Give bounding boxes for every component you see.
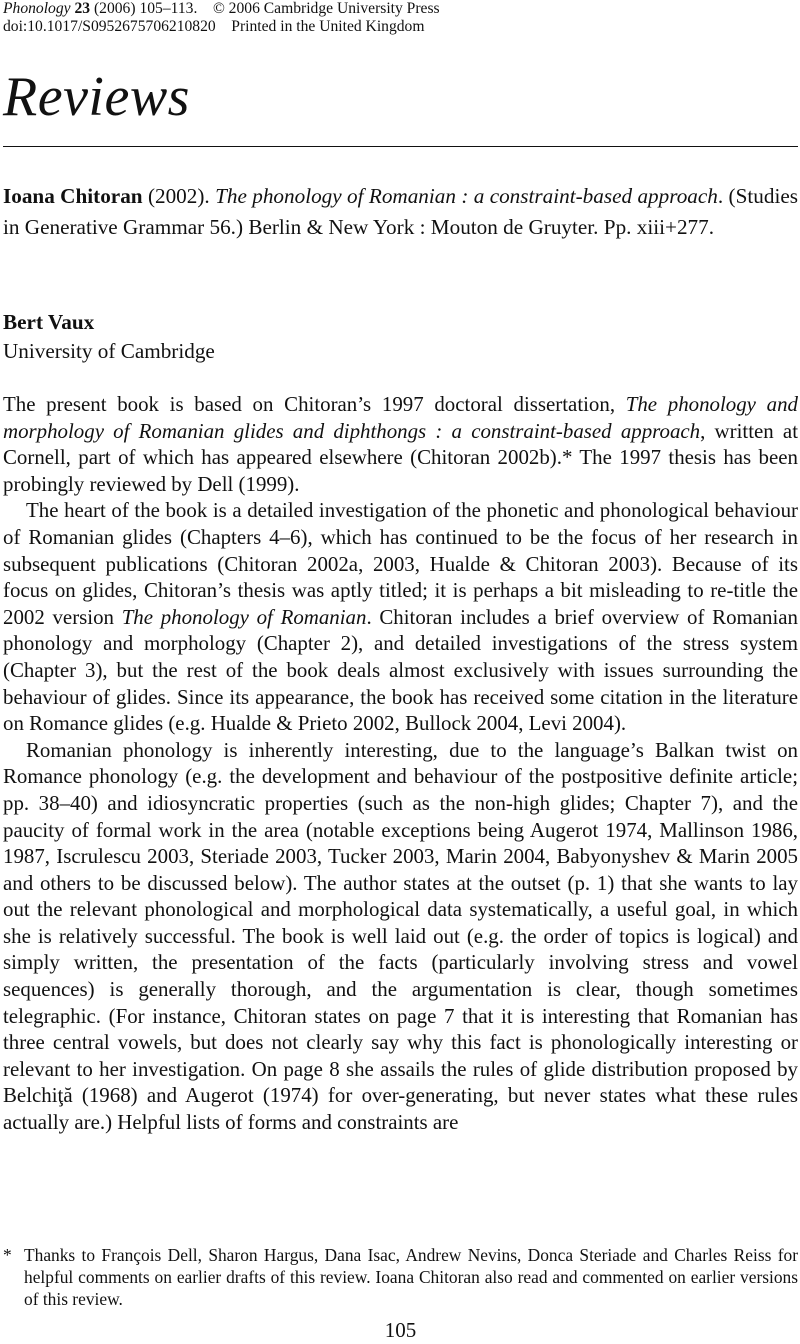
journal-year-pages: (2006) 105–113. xyxy=(93,0,198,17)
thesis-title: The phonology and morphology of Romanian glides and diphthongs : a constraint-based approach xyxy=(3,392,798,443)
header-rule xyxy=(3,146,798,147)
header-line-2 xyxy=(3,18,440,36)
journal-volume: 23 xyxy=(74,0,91,17)
section-title: Reviews xyxy=(3,66,190,128)
paragraph-1-text-b: , written at Cornell, part of which has appeared elsewhere (Chitoran 2002b).* The 1997 thesis has been probingly reviewed by Dell (1999). xyxy=(3,418,798,496)
reviewer-affiliation: University of Cambridge xyxy=(3,339,215,363)
journal-page xyxy=(3,0,798,1344)
copyright-notice: © 2006 Cambridge University Press xyxy=(212,0,440,17)
paragraph-3: Romanian phonology is inherently interesting, due to the language’s Balkan twist on Romance phonology (e.g. the development and behaviour of the postpositive definite article; pp. 38–40) and idiosyncratic properties (such as the non-high glides; Chapter 7), and the paucity of formal work in the area (notable exceptions being Augerot 1974, Mallinson 1986, 1987, Iscrulescu 2003, Steriade 2003, Tucker 2003, Marin 2004, Babyonyshev & Marin 2005 and others to be discussed below). The author states at the outset (p. 1) that she wants to lay out the relevant phonological and morphological data systematically, a useful goal, in which she is relatively successful. The book is well laid out (e.g. the order of topics is logical) and simply written, the presentation of the facts (particularly involving stress and vowel sequences) is generally thorough, and the argumentation is clear, though sometimes telegraphic. (For instance, Chitoran states on page 7 that it is interesting that Romanian has three central vowels, but does not clearly say why this fact is phonologically interesting or relevant to her investigation. On page 8 she assails the rules of glide distribution proposed by Belchiţă (1968) and Augerot (1974) for over-generating, but never states what these rules actually are.) Helpful lists of forms and constraints are xyxy=(3,737,798,1135)
reviewer-name: Bert Vaux xyxy=(3,310,95,334)
paragraph-1 xyxy=(3,391,798,497)
book-year: (2002). xyxy=(147,184,210,208)
header-line-1 xyxy=(3,0,440,18)
page-number: 105 xyxy=(384,1318,417,1342)
paragraph-2-text-b: . Chitoran includes a brief overview of Romanian phonology and morphology (Chapter 2), and detailed investigations of the stress system (Chapter 3), but the rest of the book deals almost exclusively with issues surrounding the behaviour of glides. Since its appearance, the book has received some citation in the literature on Romance glides (e.g. Hualde & Prieto 2002, Bullock 2004, Levi 2004). xyxy=(3,604,799,736)
book-series: . (Studies in Generative Grammar 56.) Berlin & New York : Mouton de Gruyter. Pp. xiii+277. xyxy=(3,184,798,239)
paragraph-2-text-a: The heart of the book is a detailed investigation of the phonetic and phonological behaviour of Romanian glides (Chapters 4–6), which has continued to be the focus of her research in subsequent publications (Chitoran 2002a, 2003, Hualde & Chitoran 2003). Because of its focus on glides, Chitoran’s thesis was aptly titled; it is perhaps a bit misleading to re-title the 2002 version xyxy=(3,498,798,629)
book-title-mention: The phonology of Romanian xyxy=(121,604,367,629)
book-title: The phonology of Romanian : a constraint-based approach xyxy=(215,184,718,208)
journal-name: Phonology xyxy=(3,0,71,17)
running-header xyxy=(3,0,440,36)
paragraph-2 xyxy=(3,497,798,736)
footnote-text: Thanks to François Dell, Sharon Hargus, Dana Isac, Andrew Nevins, Donca Steriade and Charles Reiss for helpful comments on earlier drafts of this review. Ioana Chitoran also read and commented on earlier versions of this review. xyxy=(24,1245,798,1309)
reviewer-block xyxy=(3,308,215,366)
doi: doi:10.1017/S0952675706210820 xyxy=(3,18,216,35)
footnote xyxy=(3,1244,798,1310)
book-citation xyxy=(3,181,798,242)
book-author: Ioana Chitoran xyxy=(3,184,143,208)
footnote-mark: * xyxy=(3,1245,12,1265)
printed-notice: Printed in the United Kingdom xyxy=(231,18,425,35)
review-body xyxy=(3,391,798,1136)
paragraph-1-text-a: The present book is based on Chitoran’s 1997 doctoral dissertation, xyxy=(3,392,626,416)
